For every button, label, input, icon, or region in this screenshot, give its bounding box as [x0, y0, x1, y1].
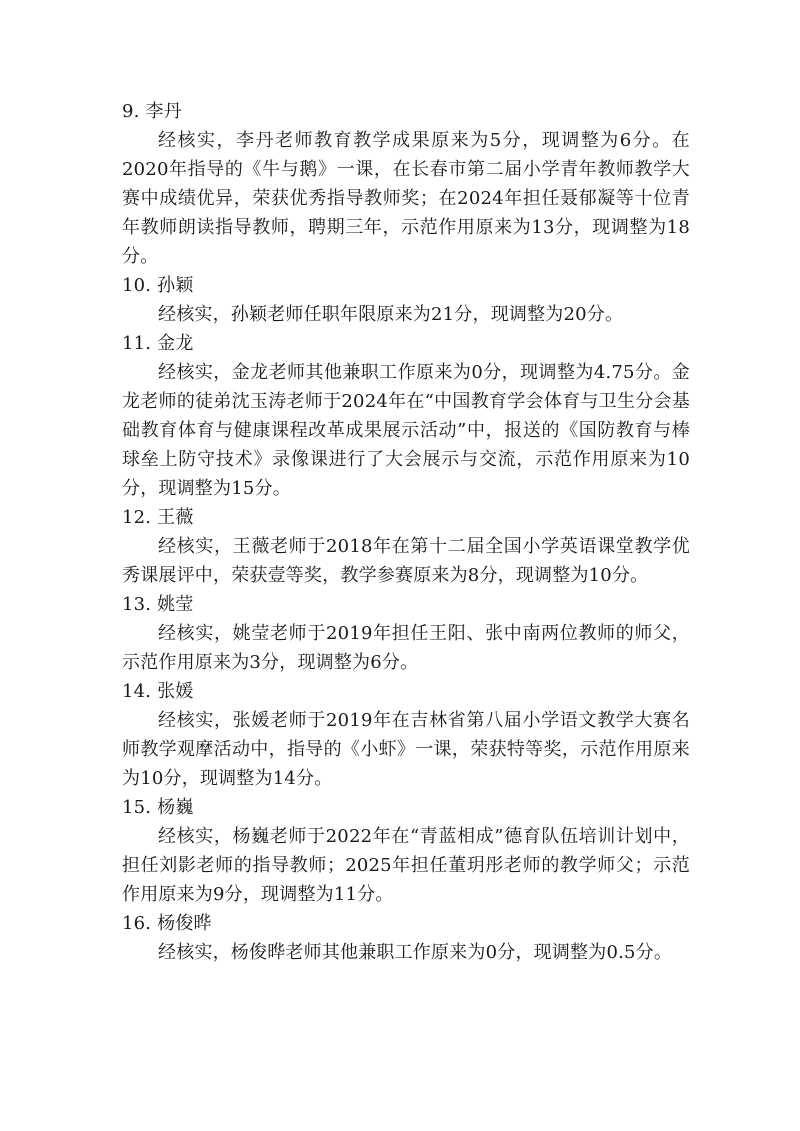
entry-heading: 15. 杨巍: [122, 797, 194, 818]
entry-body: 经核实，杨俊晔老师其他兼职工作原来为0分，现调整为0.5分。: [158, 942, 673, 963]
document-content: [122, 97, 690, 967]
entry-body: 经核实，杨巍老师于2022年在“青蓝相成”德育队伍培训计划中，担任刘影老师的指导教师；2025年担任董玥彤老师的教学师父；示范作用原来为9分，现调整为11分。: [122, 826, 690, 905]
entry-yao-ying: [122, 590, 690, 677]
entry-li-dan: [122, 97, 690, 271]
entry-yang-junye: [122, 909, 690, 967]
entry-heading: 14. 张媛: [122, 681, 194, 702]
entry-heading: 9. 李丹: [122, 101, 182, 122]
entry-jin-long: [122, 329, 690, 503]
entry-heading: 11. 金龙: [122, 333, 194, 354]
entry-body: 经核实，孙颖老师任职年限原来为21分，现调整为20分。: [158, 304, 624, 325]
entry-heading: 13. 姚莹: [122, 594, 194, 615]
entry-heading: 12. 王薇: [122, 507, 194, 528]
entry-body: 经核实，姚莹老师于2019年担任王阳、张中南两位教师的师父，示范作用原来为3分，现调整为6分。: [122, 623, 690, 673]
entry-body: 经核实，张媛老师于2019年在吉林省第八届小学语文教学大赛名师教学观摩活动中，指导的《小虾》一课，荣获特等奖，示范作用原来为10分，现调整为14分。: [122, 710, 690, 789]
entry-wang-wei: [122, 503, 690, 590]
entry-yang-wei: [122, 793, 690, 909]
entry-heading: 10. 孙颖: [122, 275, 194, 296]
entry-zhang-yuan: [122, 677, 690, 793]
entry-body: 经核实，金龙老师其他兼职工作原来为0分，现调整为4.75分。金龙老师的徒弟沈玉涛老师于2024年在“中国教育学会体育与卫生分会基础教育体育与健康课程改革成果展示活动”中，报送的《国防教育与棒球垒上防守技术》录像课进行了大会展示与交流，示范作用原来为10分，现调整为15分。: [122, 362, 690, 499]
entry-body: 经核实，李丹老师教育教学成果原来为5分，现调整为6分。在2020年指导的《牛与鹅》一课，在长春市第二届小学青年教师教学大赛中成绩优异，荣获优秀指导教师奖；在2024年担任聂郁凝等十位青年教师朗读指导教师，聘期三年，示范作用原来为13分，现调整为18分。: [122, 130, 690, 267]
entry-body: 经核实，王薇老师于2018年在第十二届全国小学英语课堂教学优秀课展评中，荣获壹等奖，教学参赛原来为8分，现调整为10分。: [122, 536, 690, 586]
entry-sun-ying: [122, 271, 690, 329]
entry-heading: 16. 杨俊晔: [122, 913, 212, 934]
